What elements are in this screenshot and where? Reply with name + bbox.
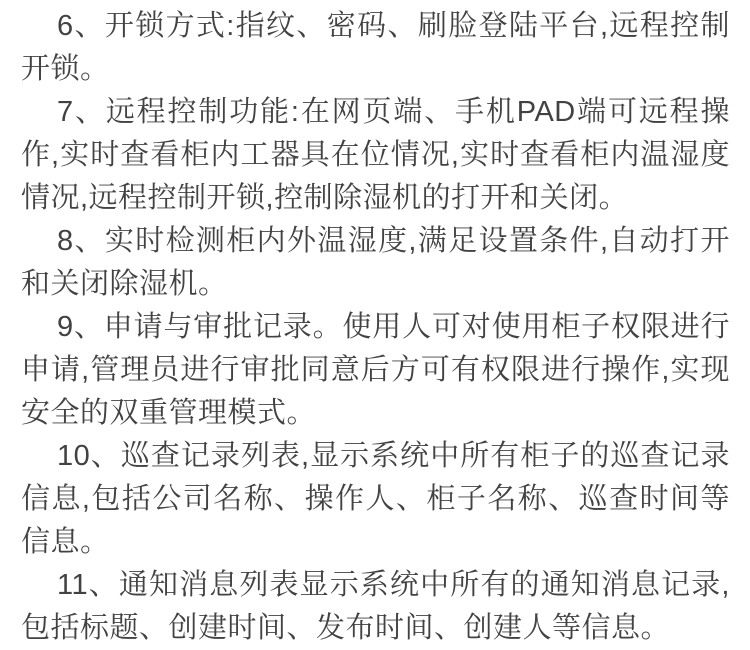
- paragraph-item-8: 8、实时检测柜内外温湿度,满足设置条件,自动打开和关闭除湿机。: [21, 225, 730, 300]
- paragraph-item-9: 9、申请与审批记录。使用人可对使用柜子权限进行申请,管理员进行审批同意后方可有权限进行操作,实现安全的双重管理模式。: [21, 311, 730, 429]
- paragraph-item-6: 6、开锁方式:指纹、密码、刷脸登陆平台,远程控制开锁。: [21, 10, 730, 85]
- paragraph-item-10: 10、巡查记录列表,显示系统中所有柜子的巡查记录信息,包括公司名称、操作人、柜子名称、巡查时间等信息。: [21, 440, 730, 558]
- paragraph-item-11: 11、通知消息列表显示系统中所有的通知消息记录,包括标题、创建时间、发布时间、创建人等信息。: [21, 569, 730, 644]
- paragraph-item-7: 7、远程控制功能:在网页端、手机PAD端可远程操作,实时查看柜内工器具在位情况,实时查看柜内温湿度情况,远程控制开锁,控制除湿机的打开和关闭。: [21, 96, 730, 214]
